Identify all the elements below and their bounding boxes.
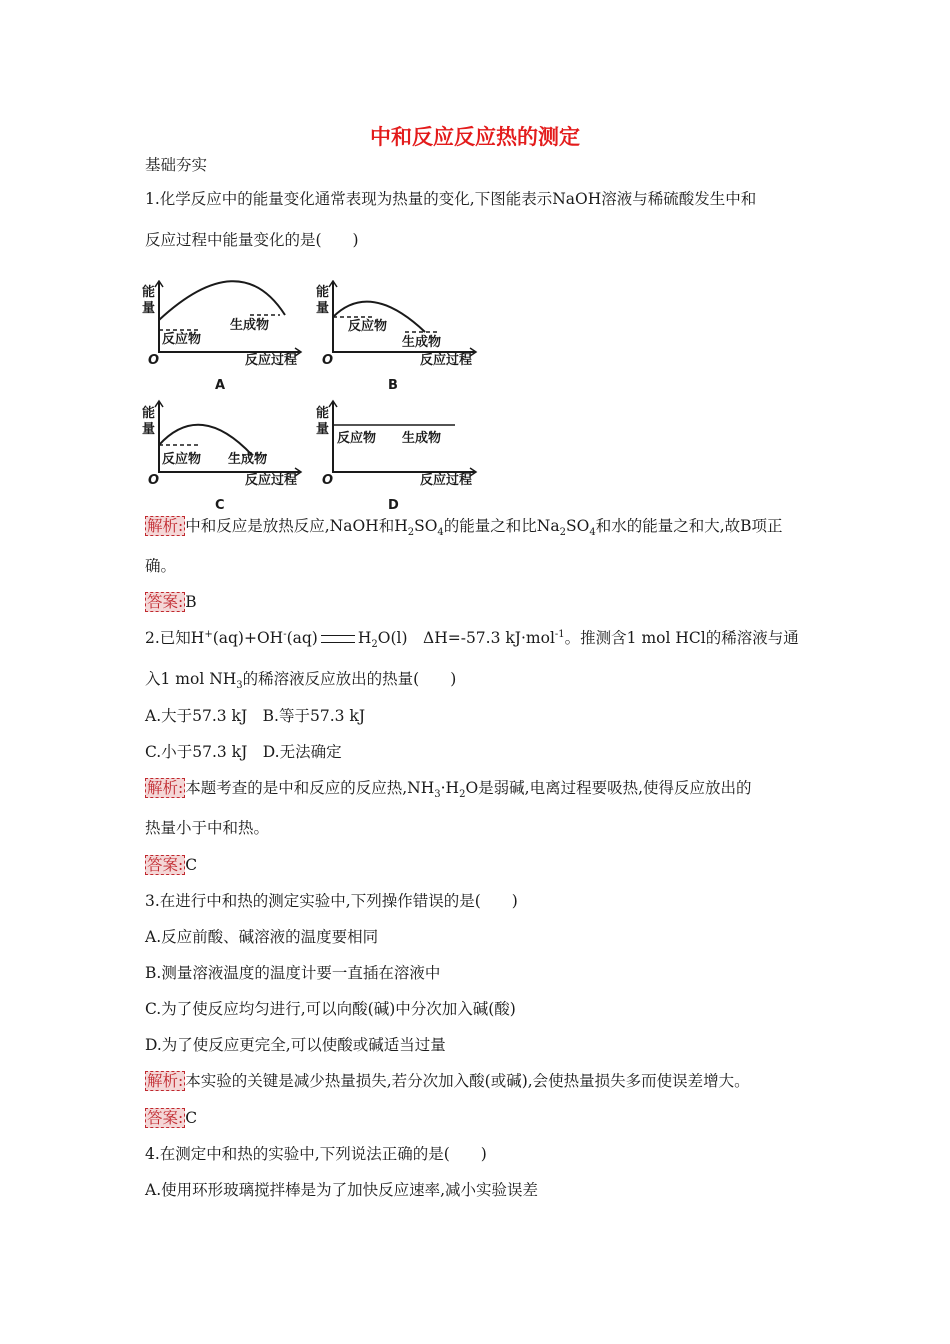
- q3-option-b: B.测量溶液温度的温度计要一直插在溶液中: [145, 964, 441, 982]
- q3-option-a: A.反应前酸、碱溶液的温度要相同: [145, 928, 379, 946]
- q4-stem: 4.在测定中和热的实验中,下列说法正确的是( ): [145, 1145, 487, 1163]
- q3-stem: 3.在进行中和热的测定实验中,下列操作错误的是( ): [145, 892, 518, 910]
- q2-stem-line2: 入1 mol $NH_3$的稀溶液反应放出的热量( ): [145, 670, 457, 692]
- q1-analysis-line2: 确。: [145, 557, 177, 575]
- q3-option-d: D.为了使反应更完全,可以使酸或碱适当过量: [145, 1036, 446, 1054]
- graph-b-ylabel-2: 量: [316, 301, 330, 316]
- answer-tag: 答案:: [147, 1109, 184, 1127]
- q1-stem-line2: 反应过程中能量变化的是( ): [145, 231, 359, 249]
- graph-a-product: 生成物: [230, 318, 270, 333]
- graph-a-option: A: [215, 378, 226, 393]
- graph-c-origin: O: [148, 473, 160, 488]
- graph-d-reactant: 反应物: [337, 431, 377, 446]
- analysis-tag: 解析:: [147, 779, 184, 797]
- graph-d-xlabel: 反应过程: [420, 473, 473, 488]
- graph-c-curve: [159, 425, 252, 455]
- equals-long-sign: [321, 635, 355, 643]
- graph-a-reactant: 反应物: [162, 332, 202, 347]
- analysis-tag: 解析:: [147, 517, 184, 535]
- graph-c-product: 生成物: [228, 452, 268, 467]
- q3-analysis: 解析: 本实验的关键是减少热量损失,若分次加入酸(或碱),会使热量损失多而使误差增大。: [147, 1072, 750, 1090]
- graph-d-origin: O: [322, 473, 334, 488]
- graph-c-option: C: [215, 498, 225, 513]
- analysis-tag: 解析:: [147, 1072, 184, 1090]
- q2-options-cd: C.小于57.3 kJ D.无法确定: [145, 743, 342, 761]
- graph-b-xlabel: 反应过程: [420, 353, 473, 368]
- q1-answer: 答案: B: [147, 593, 197, 611]
- graph-c-ylabel-2: 量: [142, 422, 156, 437]
- q1-energy-diagrams: [140, 280, 500, 520]
- graph-d-product: 生成物: [402, 431, 442, 446]
- graph-b-ylabel-1: 能: [316, 285, 330, 300]
- q2-analysis-line1: 解析: 本题考查的是中和反应的反应热$,NH_3\cdot H_2O$是弱碱,电离过程要吸热,使得反应放出的: [147, 779, 752, 801]
- answer-tag: 答案:: [147, 593, 184, 611]
- q3-option-c: C.为了使反应均匀进行,可以向酸(碱)中分次加入碱(酸): [145, 1000, 516, 1018]
- graph-a-origin: O: [148, 353, 160, 368]
- answer-tag: 答案:: [147, 856, 184, 874]
- graph-b-product: 生成物: [402, 335, 442, 350]
- q3-answer: 答案: C: [147, 1109, 198, 1127]
- q1-stem-line1: 1.化学反应中的能量变化通常表现为热量的变化,下图能表示NaOH溶液与稀硫酸发生中和: [145, 190, 757, 208]
- graph-a-ylabel-1: 能: [142, 285, 156, 300]
- graph-d-option: D: [388, 498, 399, 513]
- graph-b-option: B: [388, 378, 398, 393]
- q2-analysis-line2: 热量小于中和热。: [145, 819, 270, 837]
- q2-answer: 答案: C: [147, 856, 198, 874]
- graph-c-ylabel-1: 能: [142, 406, 156, 421]
- q2-options-ab: A.大于57.3 kJ B.等于57.3 kJ: [145, 707, 366, 725]
- page-title: 中和反应反应热的测定: [370, 125, 580, 149]
- q2-stem-line1: 2.已知H+(aq)+OH-(aq) $H_2O(l)$ ΔH=-57.3 kJ·mol$^{-1}$。推测含1 mol HCl的稀溶液与通: [145, 628, 799, 651]
- graph-a-curve: [159, 281, 285, 320]
- graph-c-reactant: 反应物: [162, 452, 202, 467]
- q4-option-a: A.使用环形玻璃搅拌棒是为了加快反应速率,减小实验误差: [145, 1181, 539, 1199]
- graph-a-xlabel: 反应过程: [245, 353, 298, 368]
- graph-b-reactant: 反应物: [348, 319, 388, 334]
- section-heading: 基础夯实: [145, 156, 208, 174]
- q1-analysis-line1: 解析: 中和反应是放热反应,NaOH和$H_2SO_4$的能量之和比$Na_2SO_4$和水的能量之和大,故B项正: [147, 517, 783, 539]
- graph-d-ylabel-1: 能: [316, 406, 330, 421]
- graph-c-xlabel: 反应过程: [245, 473, 298, 488]
- graph-a-ylabel-2: 量: [142, 301, 156, 316]
- graph-d-ylabel-2: 量: [316, 422, 330, 437]
- graph-b-origin: O: [322, 353, 334, 368]
